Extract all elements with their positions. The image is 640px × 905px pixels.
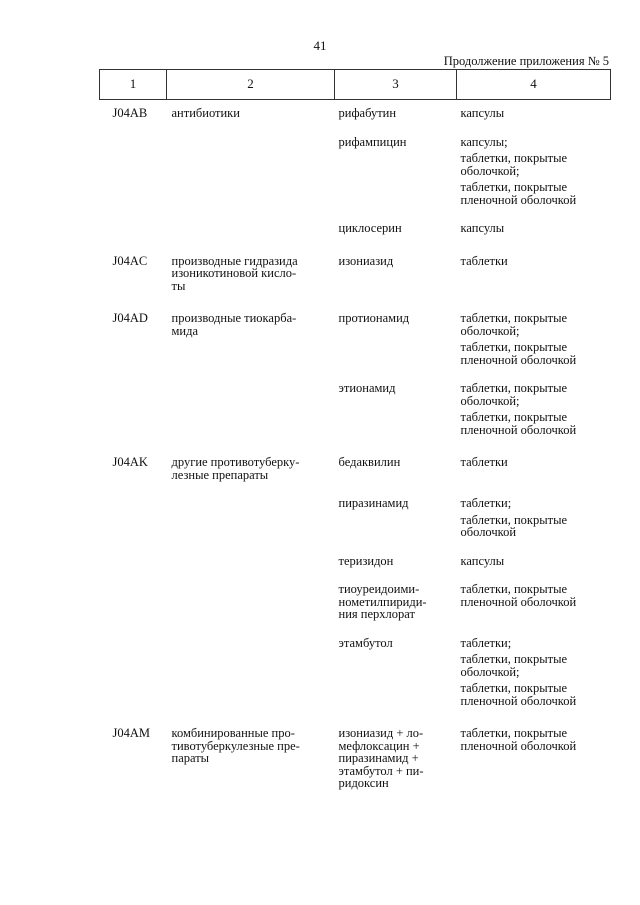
header-col-2: 2 [167,70,335,100]
group-name-cell [167,100,335,120]
dosage-form [461,653,611,678]
drug-name-line: теризидон [338,553,394,568]
dosage-form [461,222,611,235]
dosage-form-cell [457,206,611,235]
dosage-form [461,152,611,177]
dosage-form [461,583,611,608]
drug-name-line: нометилпириди- [338,594,427,609]
dosage-form-line: таблетки, покрытые [460,512,568,527]
drug-name-line: мефлоксацин + [338,738,420,753]
group-name-cell [167,206,335,235]
medication-table [99,69,611,790]
dosage-form-line: таблетки, покрытые [460,340,568,354]
group-name-cell [167,292,335,366]
dosage-form-line: оболочкой; [460,323,520,338]
group-name-line: тивотуберкулезные пре- [171,738,300,753]
atc-code-cell [100,100,167,120]
drug-name-line: этионамид [338,381,396,395]
drug-name-line: рифампицин [338,134,407,149]
drug-name-line: бедаквилин [338,455,401,469]
dosage-form-line: таблетки; [460,635,512,650]
group-name-cell [167,366,335,436]
drug-name-cell [335,206,457,235]
dosage-form-line: таблетки, покрытые [460,410,568,424]
dosage-form [461,382,611,407]
header-col-4: 4 [457,70,611,100]
atc-code-cell [100,621,167,708]
drug-name-line: ридоксин [338,776,389,790]
drug-name-cell [335,120,457,207]
group-name-line: производные гидразида [171,253,298,268]
dosage-form-line: таблетки [460,253,508,268]
dosage-form [461,514,611,539]
dosage-form [461,107,611,120]
group-name-cell [167,481,335,539]
dosage-form [461,136,611,149]
group-name-line: параты [171,751,210,765]
dosage-form-cell [457,707,611,790]
atc-code-cell [100,707,167,790]
dosage-form [461,312,611,337]
dosage-form-line: пленочной оболочкой [460,738,577,753]
dosage-form-line: таблетки, покрытые [460,180,568,194]
header-col-3: 3 [335,70,457,100]
atc-code-cell [100,481,167,539]
dosage-form-line: оболочкой; [460,664,520,679]
dosage-form-cell [457,567,611,621]
dosage-form-line: пленочной оболочкой [460,352,577,367]
dosage-form-cell [457,235,611,293]
dosage-form-line: оболочкой; [460,163,520,178]
table-row [100,120,611,207]
dosage-form [461,456,611,469]
drug-name-cell [335,707,457,790]
drug-name-cell [335,436,457,481]
dosage-form-line: пленочной оболочкой [460,422,577,437]
atc-code-cell [100,567,167,621]
dosage-form [461,555,611,568]
table-header-row [100,70,611,100]
table-row [100,235,611,293]
dosage-form-line: капсулы; [460,134,508,149]
group-name-line: мида [171,323,199,338]
dosage-form [461,255,611,268]
drug-name-line: пиразинамид + [338,751,419,765]
atc-code-cell [100,366,167,436]
drug-name-line: изониазид [338,253,394,268]
dosage-form-cell [457,436,611,481]
table-body [100,100,611,790]
dosage-form-line: капсулы [460,221,505,235]
dosage-form-line: таблетки, покрытые [460,311,568,325]
drug-name-line: рифабутин [338,106,397,120]
header-col-1: 1 [100,70,167,100]
group-name-cell [167,436,335,481]
dosage-form-cell [457,481,611,539]
dosage-form-line: таблетки, покрытые [460,582,568,596]
table-row [100,292,611,366]
group-name-line: изоникотиновой кисло- [171,266,297,280]
dosage-form-line: пленочной оболочкой [460,693,577,708]
drug-name-line: протионамид [338,311,410,325]
atc-code-cell [100,292,167,366]
dosage-form [461,411,611,436]
group-name-line: производные тиокарба- [171,311,297,325]
atc-code: J04AM [112,726,151,740]
atc-code: J04AD [112,311,148,325]
dosage-form-cell [457,366,611,436]
dosage-form [461,682,611,707]
drug-name-line: циклосерин [338,221,402,235]
dosage-form-line: оболочкой [460,525,517,539]
dosage-form-cell [457,292,611,366]
table-row [100,539,611,568]
dosage-form-line: таблетки, покрытые [460,381,568,395]
drug-name-cell [335,567,457,621]
atc-code: J04AC [112,253,148,268]
atc-code-cell [100,539,167,568]
group-name-cell [167,707,335,790]
dosage-form [461,637,611,650]
dosage-form-cell [457,539,611,568]
drug-name-cell [335,100,457,120]
atc-code-cell [100,120,167,207]
table-row [100,100,611,120]
group-name-line: другие противотуберку- [171,455,300,469]
dosage-form [461,497,611,510]
table-row [100,481,611,539]
dosage-form-line: таблетки [460,455,508,469]
table-row [100,206,611,235]
drug-name-line: этамбутол [338,635,393,650]
drug-name-cell [335,235,457,293]
table-row [100,567,611,621]
dosage-form-line: таблетки, покрытые [460,151,568,165]
dosage-form-line: таблетки; [460,496,512,510]
dosage-form [461,727,611,752]
group-name-line: ты [171,278,186,293]
dosage-form [461,181,611,206]
dosage-form-line: таблетки, покрытые [460,726,568,740]
atc-code-cell [100,436,167,481]
group-name-line: комбинированные про- [171,726,295,740]
dosage-form-line: пленочной оболочкой [460,192,577,207]
atc-code: J04AB [112,106,148,120]
dosage-form-line: таблетки, покрытые [460,652,568,666]
drug-name-cell [335,366,457,436]
atc-code-cell [100,235,167,293]
drug-name-cell [335,481,457,539]
drug-name-cell [335,621,457,708]
dosage-form-line: капсулы [460,553,505,568]
dosage-form-line: таблетки, покрытые [460,681,568,695]
dosage-form-cell [457,120,611,207]
appendix-continuation-label: Продолжение приложения № 5 [443,54,609,68]
group-name-cell [167,120,335,207]
drug-name-line: этамбутол + пи- [338,763,424,778]
atc-code: J04AK [112,455,148,469]
dosage-form-cell [457,621,611,708]
group-name-line: антибиотики [171,106,240,120]
drug-name-line: изониазид + ло- [338,726,424,740]
group-name-cell [167,621,335,708]
drug-name-cell [335,292,457,366]
dosage-form-line: оболочкой; [460,393,520,408]
group-name-line: лезные препараты [171,467,269,482]
group-name-cell [167,235,335,293]
dosage-form-line: капсулы [460,106,505,120]
dosage-form-cell [457,100,611,120]
table-row [100,436,611,481]
table-row [100,707,611,790]
group-name-cell [167,539,335,568]
atc-code-cell [100,206,167,235]
drug-name-cell [335,539,457,568]
drug-name-line: пиразинамид [338,496,409,510]
dosage-form-line: пленочной оболочкой [460,594,577,609]
group-name-cell [167,567,335,621]
table-row [100,366,611,436]
drug-name-line: тиоуреидоими- [338,582,420,596]
page-number: 41 [313,38,327,53]
drug-name-line: ния перхлорат [338,607,415,621]
table-row [100,621,611,708]
dosage-form [461,341,611,366]
